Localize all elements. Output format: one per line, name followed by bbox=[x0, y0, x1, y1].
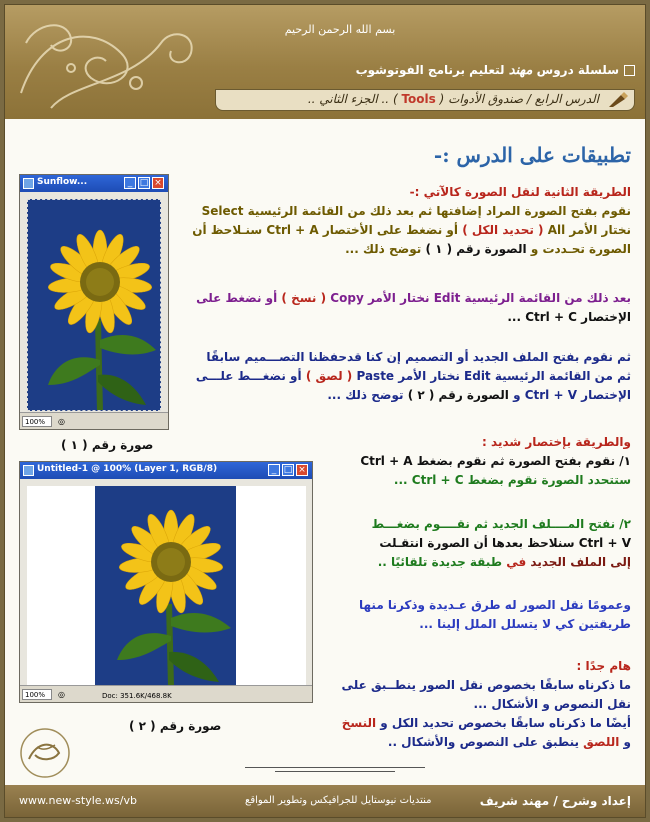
paste-term: ( لصق ) bbox=[305, 369, 353, 383]
footer-author: إعداد وشرح / مهند شريف bbox=[479, 794, 631, 808]
navigator-icon[interactable]: ◎ bbox=[58, 417, 65, 426]
minimize-button[interactable]: _ bbox=[268, 464, 280, 476]
step2-line3 bbox=[331, 553, 631, 572]
window-title: Untitled-1 @ 100% (Layer 1, RGB/8) bbox=[37, 464, 218, 474]
method-two-line3-b: توضح ذلك ... bbox=[345, 242, 422, 256]
pen-icon bbox=[607, 91, 629, 109]
paste-line2-a: ثم من القائمة الرئيسية Edit نختار الأمر Paste bbox=[356, 369, 631, 383]
paste-line2 bbox=[176, 367, 631, 386]
figure-caption-2: صورة رقم ( ٢ ) bbox=[129, 719, 222, 733]
lesson-subtitle bbox=[308, 92, 599, 106]
summary-line1: وعمومًا نقل الصور له طرق عـديدة وذكرنا منها bbox=[359, 598, 631, 612]
copy-line2: الإختصار Ctrl + C ... bbox=[507, 310, 631, 324]
figure-ref-1: الصورة رقم ( ١ ) bbox=[425, 242, 527, 256]
figure-caption-1: صورة رقم ( ١ ) bbox=[61, 438, 154, 452]
figure-ref-2: الصورة رقم ( ٢ ) bbox=[407, 388, 509, 402]
paste-word: اللصق bbox=[583, 735, 620, 749]
important-line3 bbox=[331, 714, 631, 733]
method-two-title: الطريقة الثانية لنقل الصورة كالآتي :- bbox=[409, 185, 631, 199]
important-line4 bbox=[331, 733, 631, 752]
method-two-line2-b: أو نضغط على الأختصار Ctrl + A سنـلاحظ أن bbox=[192, 223, 458, 237]
close-button[interactable]: × bbox=[152, 177, 164, 189]
footer-url[interactable]: www.new-style.ws/vb bbox=[19, 794, 137, 807]
series-signature: مهند bbox=[508, 63, 533, 78]
important-line1: ما ذكرناه سابقًا بخصوص نقل الصور ينطــبق على bbox=[341, 678, 631, 692]
canvas-sunflower[interactable] bbox=[27, 199, 161, 411]
step2-line3-b: في bbox=[506, 555, 527, 569]
important-line3-a: أيضًا ما ذكرناه سابقًا بخصوص تحديد الكل و bbox=[380, 716, 631, 730]
method-two-line3-a: الصورة تحـددت و bbox=[530, 242, 631, 256]
select-all-term: ( تحديد الكل ) bbox=[462, 223, 544, 237]
paragraph-summary bbox=[331, 596, 631, 634]
summary-line2: طريقتين كي لا يتسلل الملل إلينا ... bbox=[419, 617, 631, 631]
paste-line3-a: الإختصار Ctrl + V و bbox=[513, 388, 631, 402]
paragraph-step2 bbox=[331, 515, 631, 572]
footer-forum: منتديات نيوستايل للجرافيكس وتطوير المواقع bbox=[245, 795, 432, 806]
navigator-icon[interactable]: ◎ bbox=[58, 690, 65, 699]
signature-seal-icon bbox=[19, 727, 71, 779]
step2-line2: Ctrl + V سنلاحظ بعدها أن الصورة انتقـلت bbox=[379, 536, 631, 550]
copy-word: النسخ bbox=[341, 716, 377, 730]
doc-size-info: Doc: 351.6K/468.8K bbox=[102, 692, 172, 700]
window-statusbar bbox=[20, 685, 312, 702]
step2-line1: ٢/ نفتح المــــلف الجديد ثم نقــــوم بضغـــط bbox=[371, 517, 631, 531]
paste-line3-b: توضح ذلك ... bbox=[327, 388, 404, 402]
method-two-line2-a: نختار الأمر All bbox=[547, 223, 631, 237]
step2-line3-a: إلى الملف الجديد bbox=[530, 555, 631, 569]
window-statusbar bbox=[20, 412, 168, 429]
shortcut-step1b: ستتحدد الصورة نقوم بضغط Ctrl + C ... bbox=[393, 473, 631, 487]
shortcut-title: والطريقة بإختصار شديد : bbox=[482, 435, 631, 449]
minimize-button[interactable]: _ bbox=[124, 177, 136, 189]
ps-doc-icon bbox=[23, 465, 34, 476]
lesson-subtitle-pre: الدرس الرابع / صندوق الأدوات ( bbox=[439, 92, 599, 106]
important-line2: نقل النصوص و الأشكال ... bbox=[473, 697, 631, 711]
photoshop-window-untitled[interactable] bbox=[19, 461, 313, 703]
divider-line-2 bbox=[275, 771, 395, 772]
window-titlebar[interactable] bbox=[20, 462, 312, 479]
copy-term: ( نسخ ) bbox=[281, 291, 327, 305]
paragraph-important bbox=[331, 657, 631, 752]
window-title: Sunflow... bbox=[37, 177, 88, 187]
copy-line1 bbox=[176, 289, 631, 308]
series-title-post: لتعليم برنامج الفوتوشوب bbox=[355, 63, 505, 77]
step2-line3-c: طبقة جديدة تلقائيًا .. bbox=[377, 555, 503, 569]
series-title bbox=[356, 63, 619, 78]
series-title-pre: سلسلة دروس bbox=[536, 63, 619, 77]
method-two-line2 bbox=[176, 221, 631, 240]
copy-line1-b: أو نضغط على bbox=[196, 291, 278, 305]
basmala-text: بسم الله الرحمن الرحيم bbox=[284, 23, 396, 36]
bullet-square-icon bbox=[624, 65, 635, 76]
footer-bar bbox=[5, 785, 645, 817]
copy-line1-a: بعد ذلك من القائمة الرئيسية Edit نختار الأمر Copy bbox=[330, 291, 631, 305]
window-titlebar[interactable] bbox=[20, 175, 168, 192]
close-button[interactable]: × bbox=[296, 464, 308, 476]
zoom-field[interactable]: 100% bbox=[22, 416, 52, 427]
maximize-button[interactable]: □ bbox=[139, 178, 149, 188]
lesson-heading: تطبيقات على الدرس :- bbox=[433, 143, 631, 167]
paragraph-paste bbox=[176, 348, 631, 405]
important-line4-b: ينطبق على النصوص والأشكال .. bbox=[387, 735, 579, 749]
zoom-field[interactable]: 100% bbox=[22, 689, 52, 700]
divider-line-1 bbox=[245, 767, 425, 768]
photoshop-window-sunflower[interactable] bbox=[19, 174, 169, 430]
lesson-sheet bbox=[4, 4, 646, 818]
shortcut-step1: ١/ نقوم بفتح الصورة ثم نقوم بضغط Ctrl + A bbox=[360, 454, 631, 468]
header-banner bbox=[5, 5, 645, 119]
lesson-subtitle-post: ) .. الجزء الثاني .. bbox=[307, 92, 398, 106]
method-two-line1: نقوم بفتح الصورة المراد إضافتها ثم بعد ذلك من القائمة الرئيسية Select bbox=[201, 204, 631, 218]
paragraph-method-two bbox=[176, 183, 631, 259]
sunflower-image bbox=[28, 200, 161, 411]
canvas-untitled[interactable] bbox=[27, 486, 306, 686]
method-two-line3 bbox=[176, 240, 631, 259]
paragraph-copy bbox=[176, 289, 631, 327]
lesson-tools-word: Tools bbox=[401, 92, 436, 106]
paste-line3 bbox=[176, 386, 631, 405]
paste-line2-b: أو نضغـــط علـــى bbox=[195, 369, 302, 383]
important-title: هام جدًا : bbox=[576, 659, 631, 673]
important-line4-a: و bbox=[623, 735, 631, 749]
maximize-button[interactable]: □ bbox=[283, 465, 293, 475]
ps-doc-icon bbox=[23, 178, 34, 189]
paste-line1: ثم نقوم بفتح الملف الجديد أو التصميم إن كنا قدحفظنا التصـــميم سابقًا bbox=[206, 350, 631, 364]
pasted-layer-image bbox=[27, 486, 306, 686]
floral-ornament-icon bbox=[11, 13, 211, 113]
